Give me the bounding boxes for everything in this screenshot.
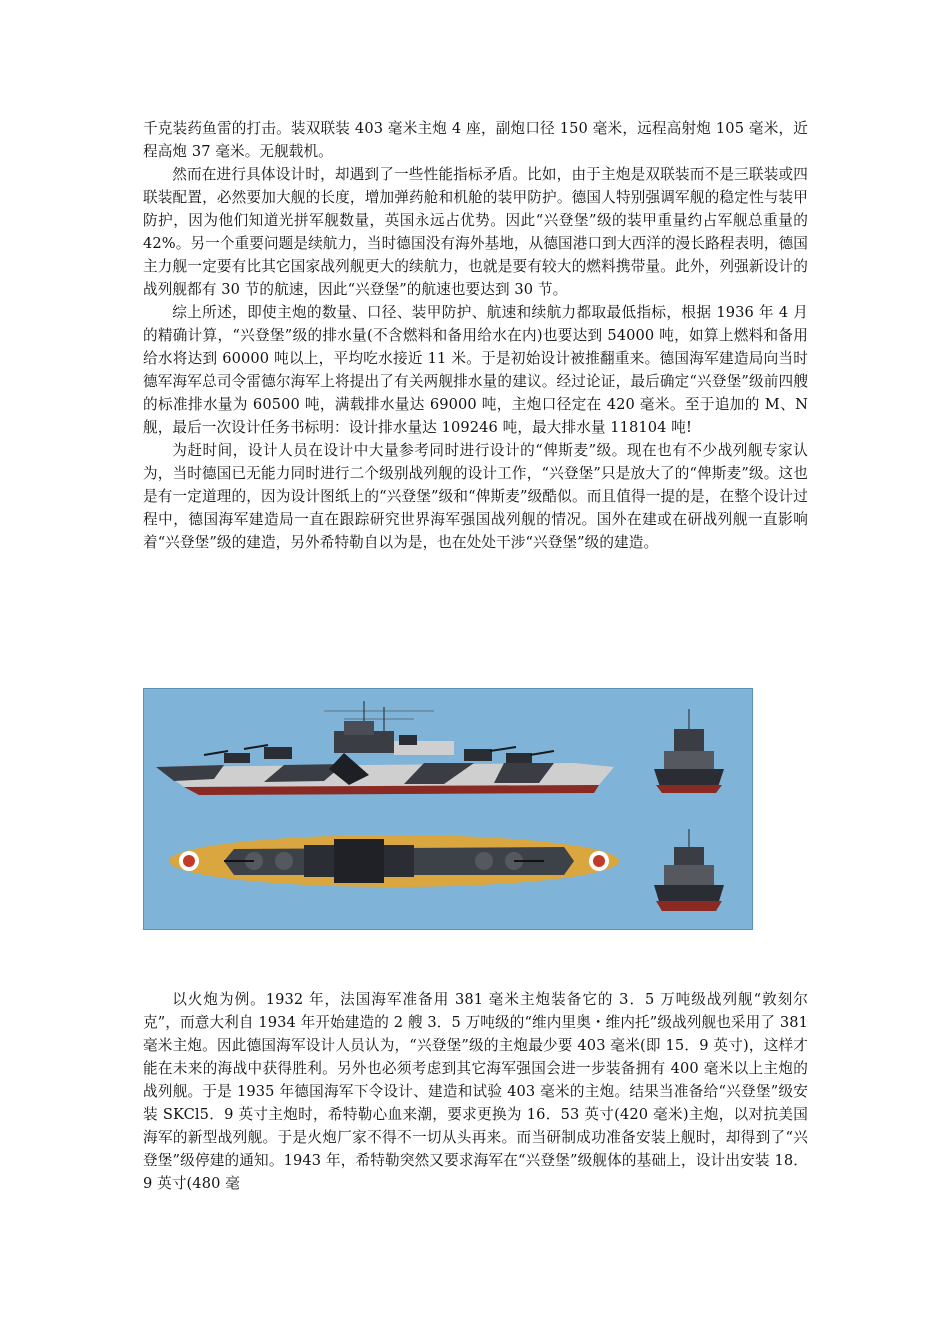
top-plan-view — [169, 835, 619, 887]
text-block-top — [143, 117, 808, 554]
text-block-bottom — [143, 988, 808, 1195]
paragraph: 综上所述，即使主炮的数量、口径、装甲防护、航速和续航力都取最低指标，根据 1936 年 4 月的精确计算，“兴登堡”级的排水量(不含燃料和备用给水在内)也要达到 54000 吨，如算上燃料和备用给水将达到 60000 吨以上，平均吃水接近 11 米。于是初始设计被推翻重来。德国海军建造局向当时德军海军总司令雷德尔海军上将提出了有关两舰排水量的建议。经过论证，最后确定“兴登堡”级前四艘的标准排水量为 60500 吨，满载排水量达 69000 吨，主炮口径定在 420 毫米。至于追加的 M、N 舰，最后一次设计任务书标明：设计排水量达 109246 吨，最大排水量 118104 吨! — [143, 304, 808, 436]
paragraph: 为赶时间，设计人员在设计中大量参考同时进行设计的“俾斯麦”级。现在也有不少战列舰专家认为，当时德国已无能力同时进行二个级别战列舰的设计工作，“兴登堡”只是放大了的“俾斯麦”级。这也是有一定道理的，因为设计图纸上的“兴登堡”级和“俾斯麦”级酷似。而且值得一提的是，在整个设计过程中，德国海军建造局一直在跟踪研究世界海军强国战列舰的情况。国外在建或在研战列舰一直影响着“兴登堡”级的建造，另外希特勒自以为是，也在处处干涉“兴登堡”级的建造。 — [143, 442, 808, 551]
paragraph: 千克装药鱼雷的打击。装双联装 403 毫米主炮 4 座，副炮口径 150 毫米，远程高射炮 105 毫米，近程高炮 37 毫米。无舰载机。 — [143, 120, 808, 160]
battleship-illustration — [143, 688, 753, 930]
side-profile — [156, 701, 614, 795]
paragraph: 然而在进行具体设计时，却遇到了一些性能指标矛盾。比如，由于主炮是双联装而不是三联装或四联装配置，必然要加大舰的长度，增加弹药舱和机舱的装甲防护。德国人特别强调军舰的稳定性与装甲防护，因为他们知道光拼军舰数量，英国永远占优势。因此“兴登堡”级的装甲重量约占军舰总重量的 42%。另一个重要问题是续航力，当时德国没有海外基地，从德国港口到大西洋的漫长路程表明，德国主力舰一定要有比其它国家战列舰更大的续航力，也就是要有较大的燃料携带量。此外，列强新设计的战列舰都有 30 节的航速，因此“兴登堡”的航速也要达到 30 节。 — [143, 166, 808, 298]
rear-view — [654, 829, 724, 911]
battleship-plan-icon — [144, 689, 752, 929]
paragraph: 以火炮为例。1932 年，法国海军准备用 381 毫米主炮装备它的 3．5 万吨级战列舰“敦刻尔克”，而意大利自 1934 年开始建造的 2 艘 3．5 万吨级的“维内里奥・维内托”级战列舰也采用了 381 毫米主炮。因此德国海军设计人员认为，“兴登堡”级的主炮最少要 403 毫米(即 15．9 英寸)，这样才能在未来的海战中获得胜利。另外也必须考虑到其它海军强国会进一步装备拥有 400 毫米以上主炮的战列舰。于是 1935 年德国海军下令设计、建造和试验 403 毫米的主炮。结果当准备给“兴登堡”级安装 SKCl5．9 英寸主炮时，希特勒心血来潮，要求更换为 16．53 英寸(420 毫米)主炮，以对抗美国海军的新型战列舰。于是火炮厂家不得不一切从头再来。而当研制成功准备安装上舰时，却得到了“兴登堡”级停建的通知。1943 年，希特勒突然又要求海军在“兴登堡”级舰体的基础上，设计出安装 18．9 英寸(480 毫 — [143, 991, 808, 1192]
front-view — [654, 709, 724, 793]
